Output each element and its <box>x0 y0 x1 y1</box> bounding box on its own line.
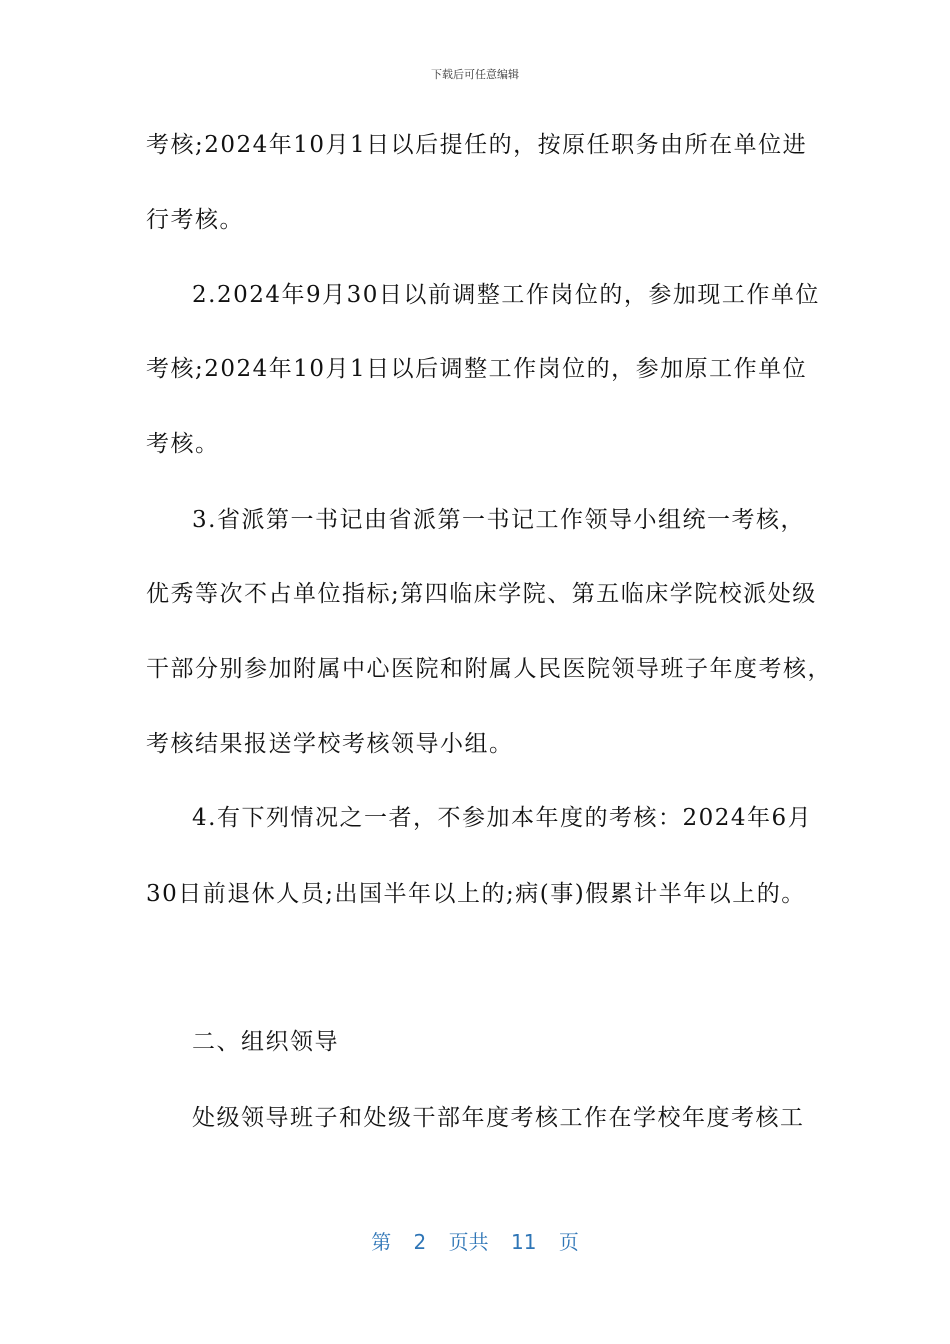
page-middle: 页共 <box>448 1230 489 1254</box>
body-line-2: 行考核。 <box>146 207 244 233</box>
body-line-6: 3.省派第一书记由省派第一书记工作领导小组统一考核， <box>192 507 805 533</box>
page-number: 2 <box>413 1230 427 1254</box>
page-prefix: 第 <box>371 1230 392 1254</box>
body-line-4: 考核;2024年10月1日以后调整工作岗位的，参加原工作单位 <box>146 356 808 382</box>
page-footer <box>0 1226 950 1255</box>
body-line-9: 考核结果报送学校考核领导小组。 <box>146 731 514 757</box>
body-line-1: 考核;2024年10月1日以后提任的，按原任职务由所在单位进 <box>146 132 808 158</box>
section-heading: 二、组织领导 <box>192 1029 339 1055</box>
page-header: 下载后可任意编辑 <box>431 68 519 81</box>
body-line-10: 4.有下列情况之一者，不参加本年度的考核：2024年6月 <box>192 805 813 831</box>
body-line-8: 干部分别参加附属中心医院和附属人民医院领导班子年度考核， <box>146 656 832 682</box>
body-line-12: 处级领导班子和处级干部年度考核工作在学校年度考核工 <box>192 1105 805 1131</box>
page-suffix: 页 <box>558 1230 579 1254</box>
body-line-11: 30日前退休人员;出国半年以上的;病(事)假累计半年以上的。 <box>146 881 806 907</box>
body-line-3: 2.2024年9月30日以前调整工作岗位的，参加现工作单位 <box>192 282 820 308</box>
body-line-7: 优秀等次不占单位指标;第四临床学院、第五临床学院校派处级 <box>146 581 817 607</box>
body-line-5: 考核。 <box>146 431 220 457</box>
total-pages: 11 <box>511 1230 537 1254</box>
